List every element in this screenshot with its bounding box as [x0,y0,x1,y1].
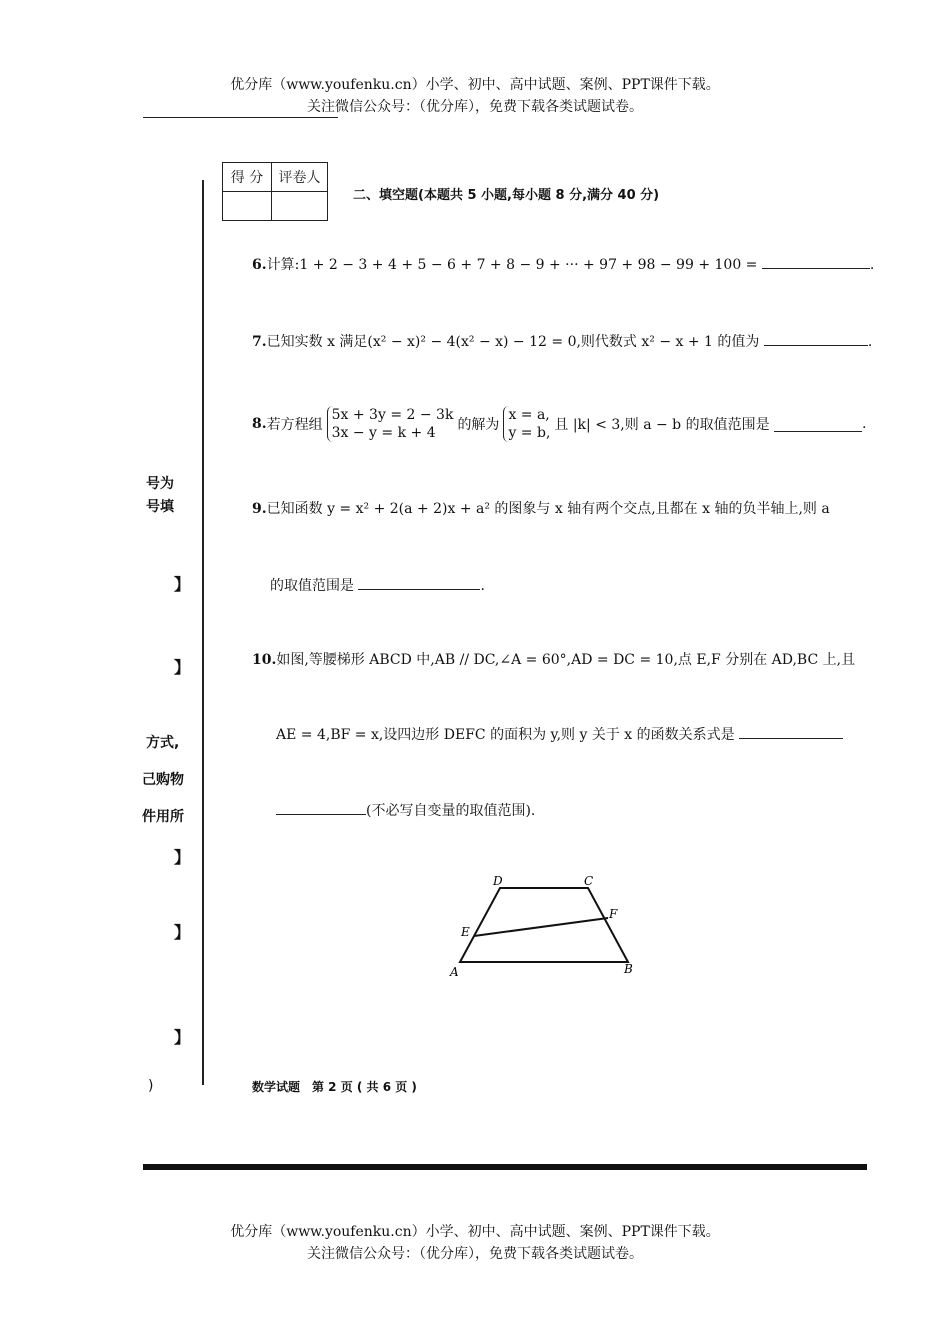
score-header: 得 分 [223,163,272,192]
margin-paren: ) [148,1078,154,1094]
margin-bracket-2: 】 [174,658,191,677]
question-number: 9. [252,501,267,517]
question-number: 10. [252,652,277,668]
question-text: (不必写自变量的取值范围). [366,803,536,819]
question-10-line-3 [276,800,535,820]
section-title: 二、填空题(本题共 5 小题,每小题 8 分,满分 40 分) [353,188,660,203]
question-text: 如图,等腰梯形 ABCD 中,AB // DC,∠A = 60°,AD = DC = 10,点 E,F 分别在 AD,BC 上,且 [276,652,856,668]
label-e: E [461,925,470,939]
answer-blank-10b[interactable] [276,800,366,815]
footer-line-2: 关注微信公众号：（优分库），免费下载各类试题试卷。 [307,1246,643,1262]
label-b: B [624,962,633,976]
question-end: . [867,334,873,350]
question-text-mid: 的解为 [457,417,500,433]
label-c: C [584,874,594,888]
question-text: 已知函数 y = x² + 2(a + 2)x + a² 的图象与 x 轴有两个交点,且都在 x 轴的负半轴上,则 a [266,501,830,517]
question-text: 的取值范围是 [270,578,354,594]
equation-system [327,406,454,442]
answer-blank-8[interactable] [774,417,862,432]
solution-system [503,406,550,442]
margin-bracket-5: 】 [174,1028,191,1047]
question-end: . [480,578,485,594]
question-10-line-2 [276,724,843,744]
question-number: 7. [252,334,267,350]
grader-header: 评卷人 [272,163,328,192]
solution-2: y = b, [508,425,551,441]
question-text: AE = 4,BF = x,设四边形 DEFC 的面积为 y,则 y 关于 x 的函数关系式是 [276,727,735,743]
equation-2: 3x − y = k + 4 [331,425,436,441]
question-number: 8. [252,416,267,432]
margin-fragment-1: 号为 [146,476,174,492]
trapezoid-abcd [460,888,628,962]
label-a: A [450,965,459,979]
question-9 [252,498,830,518]
answer-blank-7[interactable] [764,331,868,346]
question-text: 计算:1 + 2 − 3 + 4 + 5 − 6 + 7 + 8 − 9 + ··· + 97 + 98 − 99 + 100 = [266,257,758,273]
grader-cell[interactable] [272,192,328,221]
question-6 [252,254,874,274]
question-text-pre: 若方程组 [266,417,323,433]
header-line-2: 关注微信公众号：（优分库），免费下载各类试题试卷。 [307,99,643,115]
question-end: . [869,257,875,273]
segment-ef [474,918,608,936]
margin-fragment-5: 件用所 [142,809,184,825]
footer-line-1: 优分库（www.youfenku.cn）小学、初中、高中试题、案例、PPT课件下载。 [230,1224,720,1240]
margin-bracket-4: 】 [174,923,191,942]
answer-blank-9[interactable] [358,575,480,590]
margin-fragment-2: 号填 [146,499,174,515]
question-10 [252,649,855,669]
margin-bracket-3: 】 [174,848,191,867]
margin-fragment-4: 己购物 [142,772,184,788]
page-number: 数学试题 第 2 页 ( 共 6 页 ) [252,1080,417,1094]
binding-line [202,180,204,1085]
header-rule [143,117,338,118]
question-number: 6. [252,257,267,273]
margin-bracket-1: 】 [174,575,191,594]
question-end: . [862,416,867,432]
question-text-post: 且 |k| < 3,则 a − b 的取值范围是 [554,417,770,433]
solution-1: x = a, [508,407,550,423]
question-8 [252,406,867,442]
score-cell[interactable] [223,192,272,221]
bottom-rule [143,1164,867,1170]
header-line-1: 优分库（www.youfenku.cn）小学、初中、高中试题、案例、PPT课件下载。 [230,77,720,93]
equation-1: 5x + 3y = 2 − 3k [331,407,454,423]
label-d: D [493,874,503,888]
answer-blank-10a[interactable] [739,724,843,739]
question-text: 已知实数 x 满足(x² − x)² − 4(x² − x) − 12 = 0,则代数式 x² − x + 1 的值为 [266,334,760,350]
trapezoid-figure [440,868,640,983]
margin-fragment-3: 方式, [146,735,180,751]
answer-blank-6[interactable] [762,254,870,269]
question-9-line-2 [270,575,485,595]
question-7 [252,331,872,351]
label-f: F [609,907,618,921]
score-table [222,162,328,221]
